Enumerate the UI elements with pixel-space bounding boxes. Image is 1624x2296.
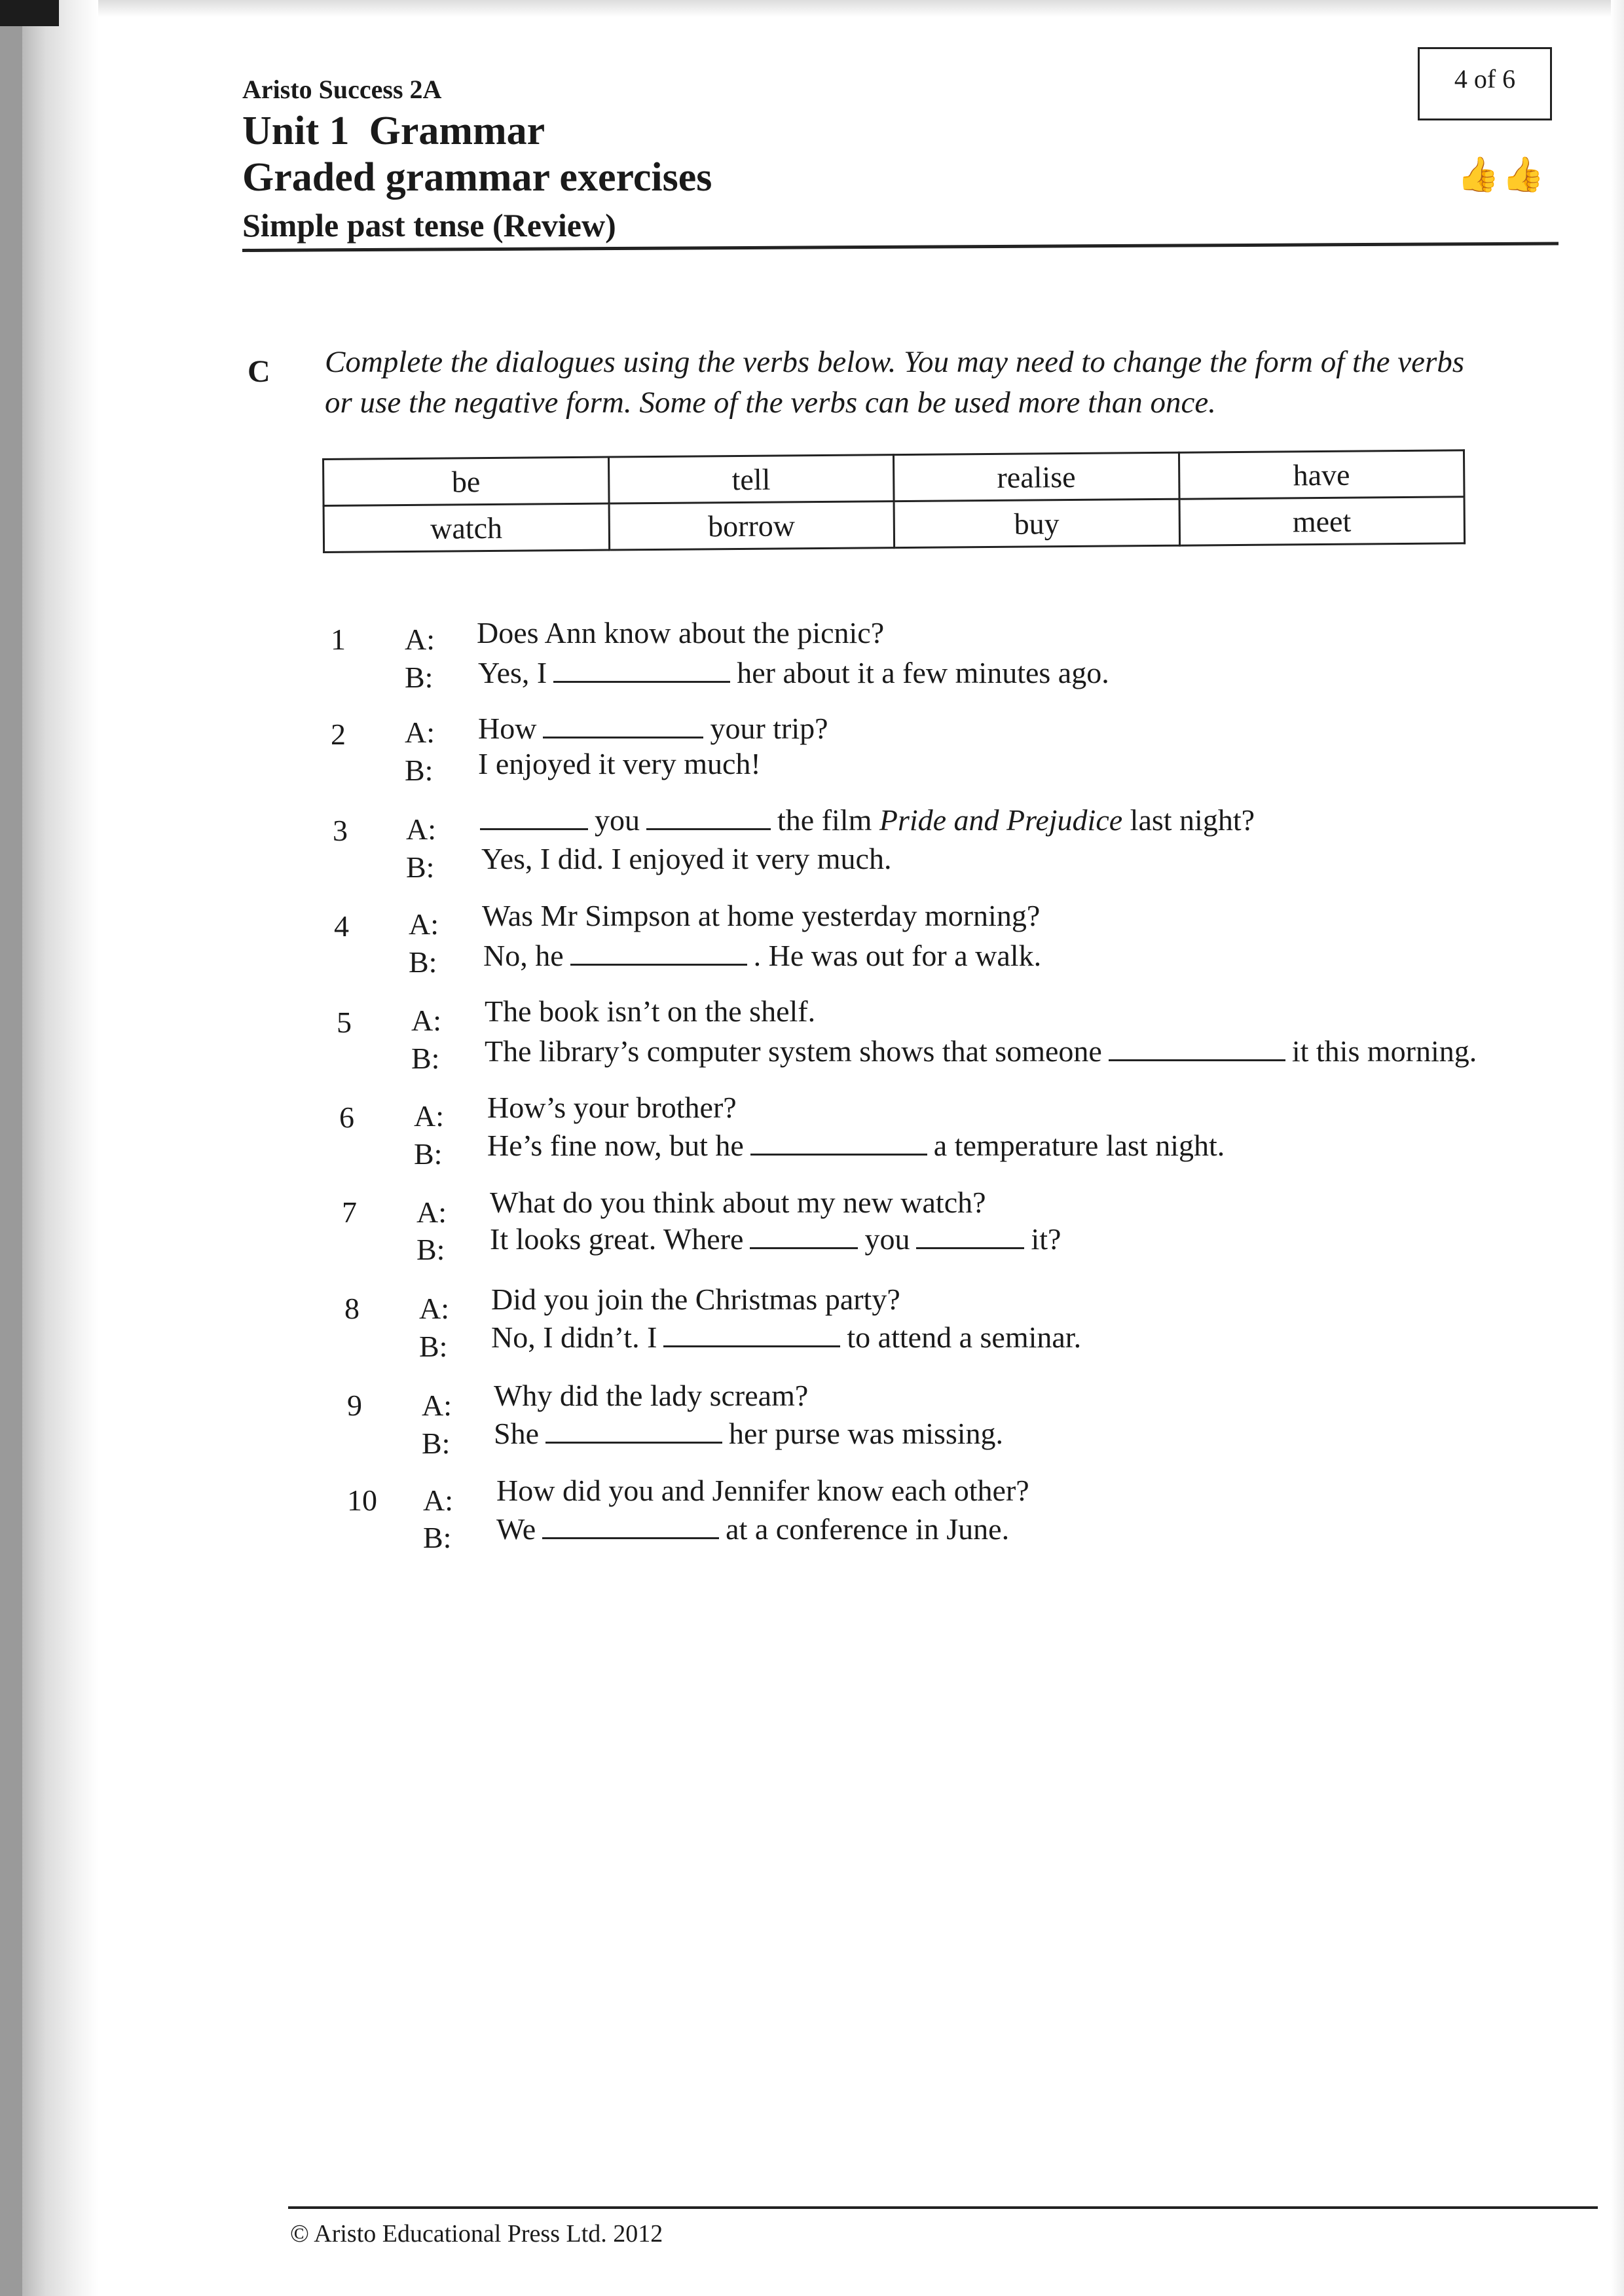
speaker-a-label: A: <box>409 907 439 941</box>
speaker-b-label: B: <box>419 1330 448 1363</box>
dialogue-line-a <box>496 1473 1029 1508</box>
line-text: What do you think about my new watch? <box>490 1186 986 1219</box>
line-text: Why did the lady scream? <box>494 1379 809 1412</box>
dialogue-line-a <box>478 710 828 746</box>
answer-blank[interactable] <box>916 1221 1024 1249</box>
item-number: 10 <box>347 1484 377 1517</box>
line-text: Does Ann know about the picnic? <box>477 616 885 649</box>
item-number: 5 <box>337 1006 352 1039</box>
footer-rule <box>288 2206 1598 2209</box>
speaker-b-label: B: <box>416 1233 445 1266</box>
dialogue-line-a <box>494 1378 808 1413</box>
line-text: to attend a seminar. <box>847 1321 1082 1354</box>
line-text: The library’s computer system shows that someone <box>485 1034 1102 1068</box>
speaker-a-label: A: <box>411 1004 441 1037</box>
speaker-b-label: B: <box>411 1042 440 1075</box>
difficulty-thumbs-icon: 👍👍 <box>1457 156 1547 194</box>
answer-blank[interactable] <box>542 1511 719 1539</box>
line-text: . He was out for a walk. <box>753 939 1042 972</box>
line-text: The book isn’t on the shelf. <box>485 994 816 1028</box>
page-indicator: 4 of 6 <box>1454 64 1516 94</box>
line-text: We <box>496 1512 536 1546</box>
speaker-a-label: A: <box>423 1484 453 1517</box>
scan-right-edge <box>1611 0 1624 2296</box>
line-text: last night? <box>1130 803 1255 837</box>
dialogue-line-b <box>496 1511 1009 1546</box>
dialogue-line-b <box>481 841 891 876</box>
unit-name: Grammar <box>369 109 545 153</box>
line-text: her purse was missing. <box>729 1417 1004 1450</box>
line-text: it this morning. <box>1291 1034 1477 1068</box>
verb-cell: watch <box>323 503 609 552</box>
item-number: 7 <box>342 1195 357 1229</box>
worksheet-subtitle: Graded grammar exercises <box>242 155 712 200</box>
item-number: 3 <box>333 814 348 847</box>
item-number: 9 <box>347 1389 362 1422</box>
page-indicator-box <box>1418 47 1552 120</box>
scan-corner-mark <box>0 0 59 26</box>
dialogue-line-a <box>480 802 1255 837</box>
line-text: I enjoyed it very much! <box>478 747 761 780</box>
item-number: 1 <box>331 623 346 656</box>
dialogue-line-b <box>487 1127 1225 1163</box>
verb-cell: borrow <box>609 501 895 550</box>
unit-heading <box>242 108 545 155</box>
line-text: She <box>494 1417 539 1450</box>
dialogue-line-b <box>483 938 1041 973</box>
speaker-a-label: A: <box>416 1195 447 1229</box>
dialogue-line-a <box>487 1090 737 1125</box>
dialogue-line-a <box>490 1185 986 1220</box>
scan-top-shadow <box>0 0 1624 17</box>
item-number: 2 <box>331 718 346 751</box>
dialogue-line-b <box>485 1033 1477 1068</box>
line-text: Did you join the Christmas party? <box>491 1283 900 1316</box>
speaker-b-label: B: <box>422 1427 451 1460</box>
verb-cell: realise <box>893 452 1179 501</box>
line-text: How’s your brother? <box>487 1091 737 1124</box>
line-text: He’s fine now, but he <box>487 1129 744 1162</box>
speaker-a-label: A: <box>414 1099 444 1133</box>
line-text: it? <box>1031 1222 1061 1256</box>
speaker-b-label: B: <box>405 754 434 787</box>
verb-cell: buy <box>894 499 1179 547</box>
speaker-a-label: A: <box>422 1389 452 1422</box>
line-text: a temperature last night. <box>933 1129 1225 1162</box>
verb-cell: meet <box>1179 497 1465 545</box>
answer-blank[interactable] <box>543 710 703 738</box>
speaker-a-label: A: <box>405 623 435 656</box>
speaker-b-label: B: <box>406 850 435 884</box>
speaker-b-label: B: <box>423 1521 452 1554</box>
unit-label: Unit 1 <box>242 109 350 153</box>
dialogue-line-b <box>490 1221 1061 1256</box>
line-text: her about it a few minutes ago. <box>737 656 1109 689</box>
line-text: Yes, I did. I enjoyed it very much. <box>481 842 892 875</box>
line-text: Yes, I <box>478 656 547 689</box>
line-text: you <box>864 1222 910 1256</box>
dialogue-line-b <box>478 655 1109 690</box>
dialogue-line-a <box>482 898 1040 933</box>
series-title: Aristo Success 2A <box>242 75 442 104</box>
dialogue-line-b <box>491 1319 1081 1355</box>
speaker-b-label: B: <box>409 945 437 979</box>
speaker-b-label: B: <box>414 1137 443 1171</box>
line-text: It looks great. Where <box>490 1222 744 1256</box>
line-text: at a conference in June. <box>726 1512 1010 1546</box>
answer-blank[interactable] <box>570 938 747 966</box>
film-title: Pride and Prejudice <box>879 803 1123 837</box>
speaker-a-label: A: <box>419 1292 449 1325</box>
verb-box <box>322 449 1466 553</box>
answer-blank[interactable] <box>553 655 730 683</box>
item-number: 8 <box>344 1292 360 1325</box>
line-text: the film <box>777 803 872 837</box>
line-text: your trip? <box>710 712 828 745</box>
dialogue-line-a <box>485 994 815 1029</box>
answer-blank[interactable] <box>750 1221 858 1249</box>
verb-row <box>323 450 1465 506</box>
dialogue-line-a <box>491 1282 900 1317</box>
copyright: © Aristo Educational Press Ltd. 2012 <box>290 2220 663 2248</box>
dialogue-line-a <box>477 615 884 650</box>
verb-row <box>323 497 1465 553</box>
speaker-a-label: A: <box>405 716 435 749</box>
answer-blank[interactable] <box>1109 1033 1285 1061</box>
answer-blank[interactable] <box>750 1127 927 1156</box>
item-number: 4 <box>334 909 349 943</box>
section-letter: C <box>248 354 270 389</box>
item-number: 6 <box>339 1101 354 1134</box>
section-instruction: Complete the dialogues using the verbs below. You may need to change the form of the verbs or use the negative form. Some of the verbs can be used more than once. <box>325 345 1465 420</box>
answer-blank[interactable] <box>663 1319 840 1347</box>
verb-cell: be <box>323 457 609 505</box>
answer-blank[interactable] <box>545 1415 722 1444</box>
verb-cell: have <box>1179 450 1464 499</box>
dialogue-line-b <box>478 746 761 781</box>
speaker-b-label: B: <box>405 661 434 694</box>
line-text: No, he <box>483 939 564 972</box>
line-text: Was Mr Simpson at home yesterday morning? <box>482 899 1041 932</box>
line-text: you <box>595 803 640 837</box>
answer-blank[interactable] <box>480 802 588 830</box>
dialogue-line-b <box>494 1415 1003 1451</box>
speaker-a-label: A: <box>406 812 436 846</box>
line-text: How <box>478 712 537 745</box>
answer-blank[interactable] <box>646 802 771 830</box>
grammar-topic: Simple past tense (Review) <box>242 207 616 244</box>
line-text: No, I didn’t. I <box>491 1321 657 1354</box>
scan-binding-edge <box>0 0 22 2296</box>
line-text: How did you and Jennifer know each other? <box>496 1474 1029 1507</box>
verb-cell: tell <box>608 455 894 503</box>
